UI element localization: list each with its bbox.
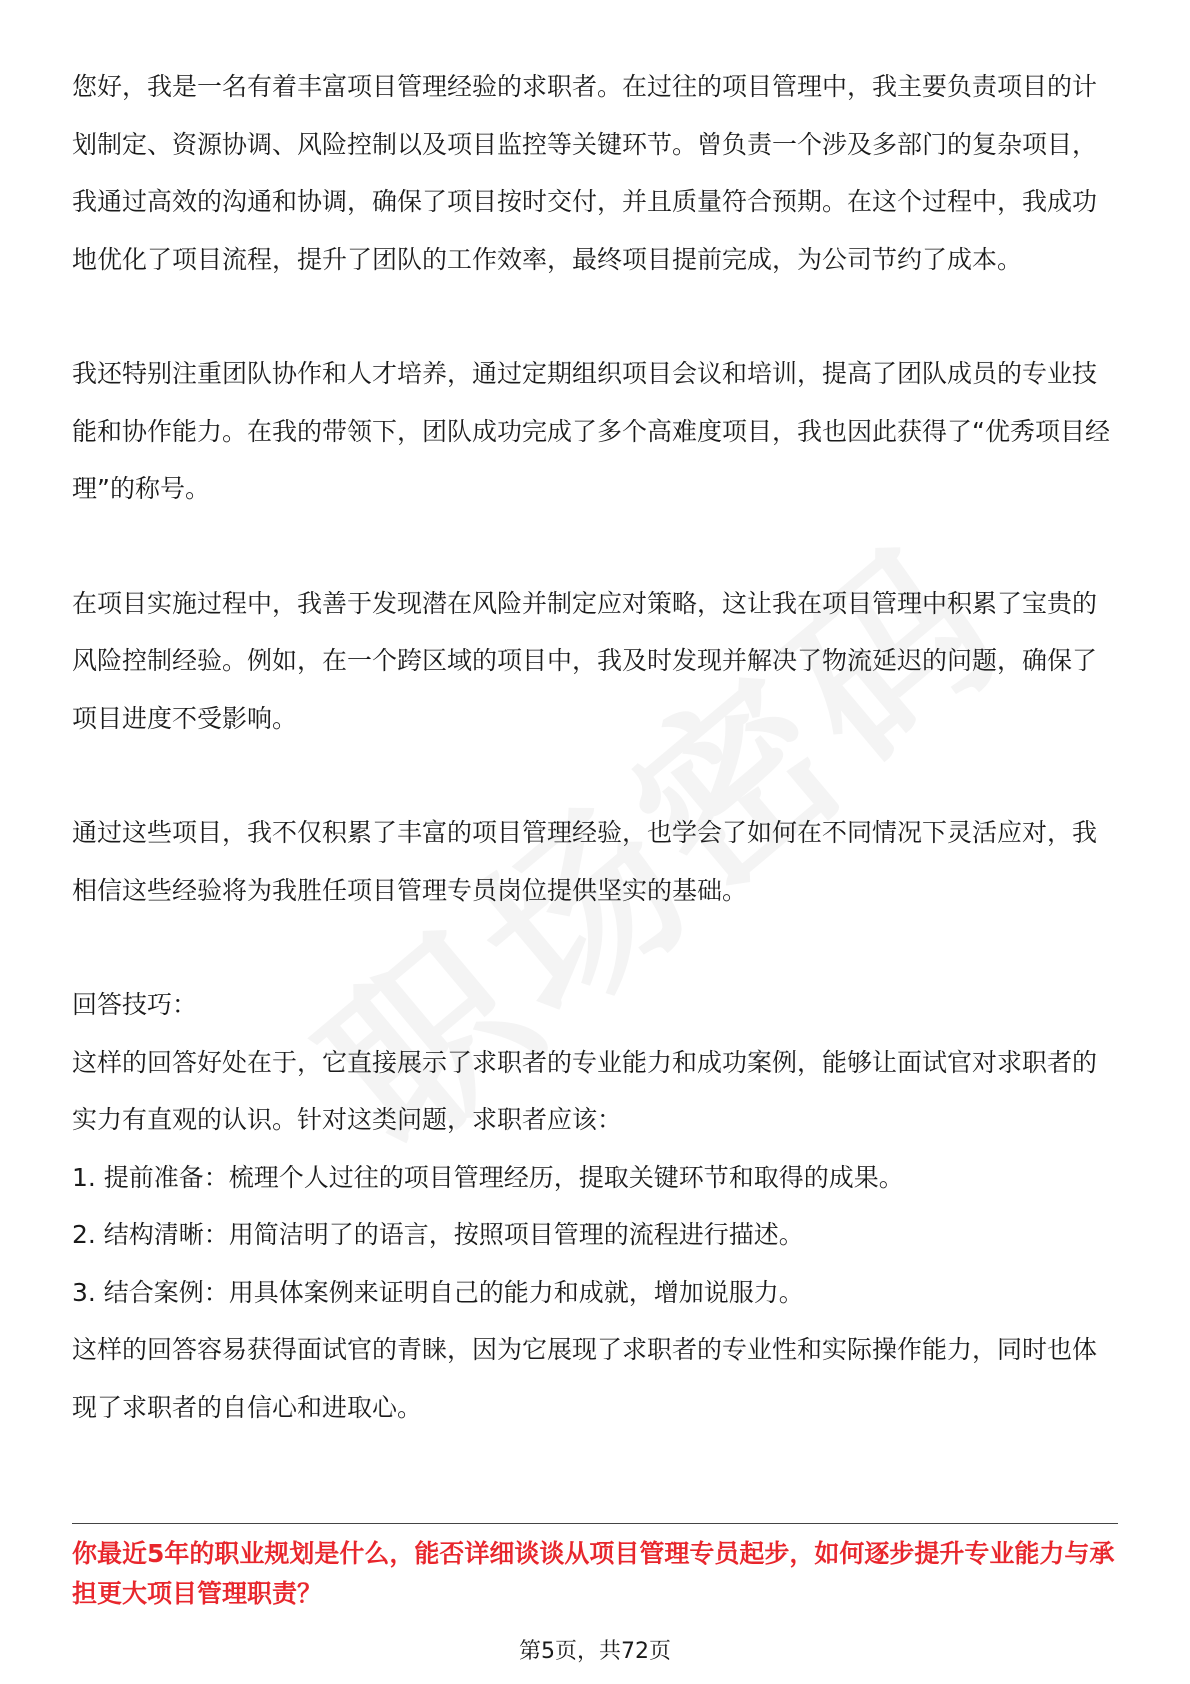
tips-heading: 回答技巧： <box>72 990 198 1019</box>
answer-paragraph-3: 在项目实施过程中，我善于发现潜在风险并制定应对策略，这让我在项目管理中积累了宝贵的风险控制经验。例如，在一个跨区域的项目中，我及时发现并解决了物流延迟的问题，确保了项目进度不受影响。 <box>72 588 1098 733</box>
tips-conclusion: 这样的回答容易获得面试官的青睐，因为它展现了求职者的专业性和实际操作能力，同时也体现了求职者的自信心和进取心。 <box>72 1335 1098 1422</box>
tips-item-3: 3. 结合案例：用具体案例来证明自己的能力和成就，增加说服力。 <box>72 1277 804 1307</box>
page-number-footer: 第5页，共72页 <box>519 1639 671 1664</box>
next-question-heading: 你最近5年的职业规划是什么，能否详细谈谈从项目管理专员起步，如何逐步提升专业能力与承担更大项目管理职责？ <box>72 1539 1115 1608</box>
tips-item-1: 1. 提前准备：梳理个人过往的项目管理经历，提取关键环节和取得的成果。 <box>72 1162 904 1192</box>
answer-paragraph-2: 我还特别注重团队协作和人才培养，通过定期组织项目会议和培训，提高了团队成员的专业技能和协作能力。在我的带领下，团队成功完成了多个高难度项目，我也因此获得了“优秀项目经理”的称号。 <box>72 359 1110 503</box>
tips-item-2: 2. 结构清晰：用简洁明了的语言，按照项目管理的流程进行描述。 <box>72 1220 804 1249</box>
tips-intro: 这样的回答好处在于，它直接展示了求职者的专业能力和成功案例，能够让面试官对求职者的实力有直观的认识。针对这类问题，求职者应该： <box>72 1047 1098 1134</box>
answer-paragraph-1: 您好，我是一名有着丰富项目管理经验的求职者。在过往的项目管理中，我主要负责项目的计划制定、资源协调、风险控制以及项目监控等关键环节。曾负责一个涉及多部门的复杂项目，我通过高效的沟通和协调，确保了项目按时交付，并且质量符合预期。在这个过程中，我成功地优化了项目流程，提升了团队的工作效率，最终项目提前完成，为公司节约了成本。 <box>72 72 1098 274</box>
answer-tips-section <box>72 976 1112 1436</box>
section-divider <box>72 1523 1118 1524</box>
answer-paragraph-4: 通过这些项目，我不仅积累了丰富的项目管理经验，也学会了如何在不同情况下灵活应对，我相信这些经验将为我胜任项目管理专员岗位提供坚实的基础。 <box>72 818 1098 905</box>
answer-content <box>72 58 1112 1436</box>
